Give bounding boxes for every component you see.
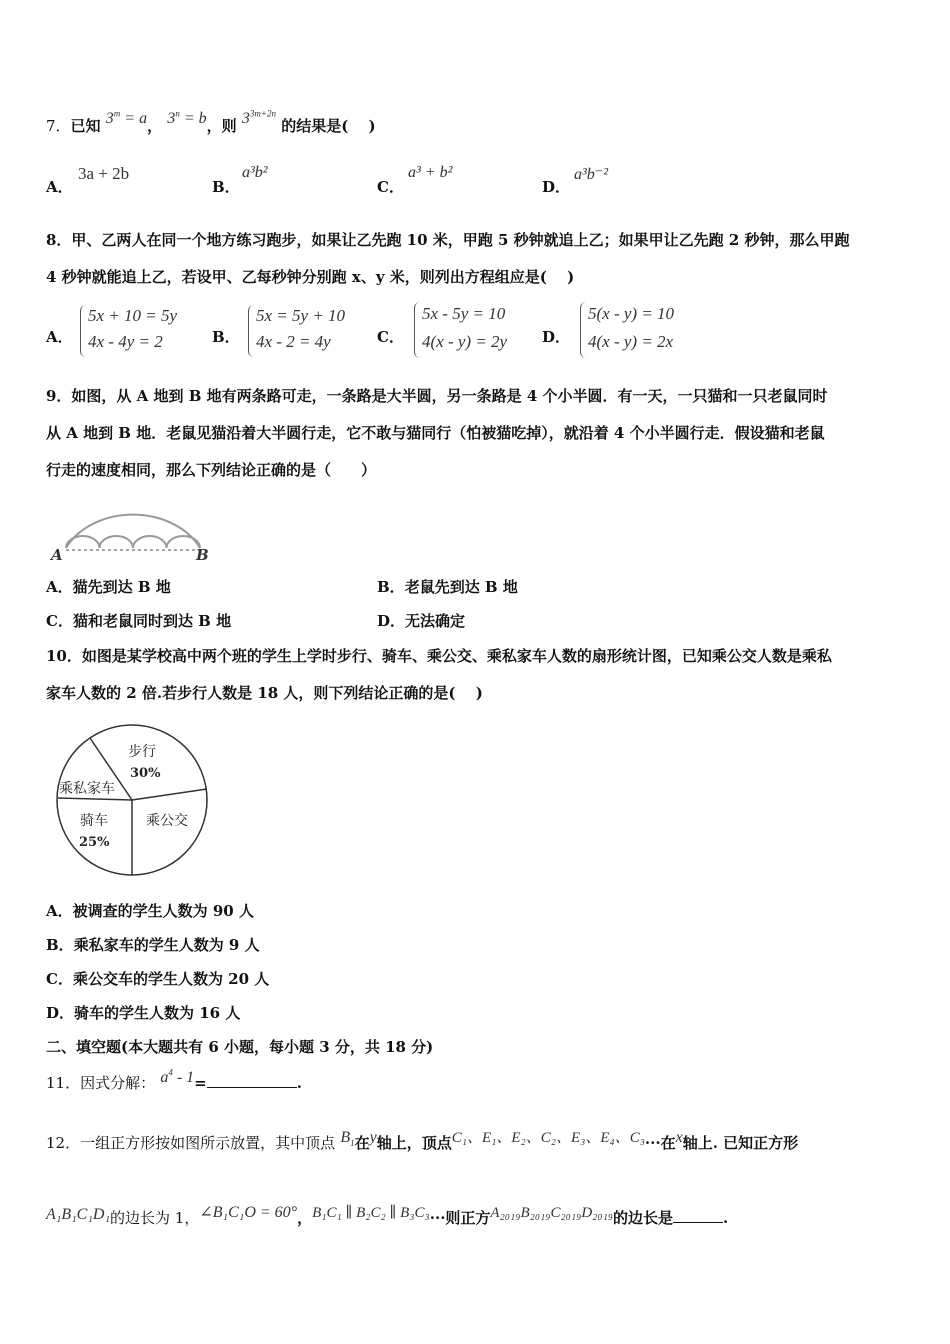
q8-b-eq2: 4x - 2 = 4y xyxy=(256,332,331,351)
q10-option-d-text: 骑车的学生人数为 16 人 xyxy=(74,1004,241,1022)
q9-option-d-text: 无法确定 xyxy=(405,612,466,630)
q12-vertex-b1 xyxy=(340,1129,355,1149)
q9-line-3: 行走的速度相同，那么下列结论正确的是（ ） xyxy=(46,461,377,479)
q9-option-c[interactable] xyxy=(46,610,231,631)
q10-option-a[interactable] xyxy=(46,900,254,921)
q8-c-eq2: 4(x - y) = 2y xyxy=(422,332,508,351)
q10-option-d-label: D． xyxy=(46,1004,75,1022)
q9-option-b-text: 老鼠先到达 B 地 xyxy=(404,578,518,596)
section-2-heading: 二、填空题(本大题共有 6 小题，每小题 3 分，共 18 分) xyxy=(46,1038,434,1056)
q7-option-d-label[interactable]: D． xyxy=(542,178,571,196)
q7-stem xyxy=(46,108,376,136)
q10-option-b-text: 乘私家车的学生人数为 9 人 xyxy=(73,936,260,954)
q12-square-1: A₁B₁C₁D₁ xyxy=(46,1206,111,1223)
q12-period: . xyxy=(723,1209,729,1227)
q12-axis-x: x xyxy=(675,1129,683,1146)
q10-option-c-label: C． xyxy=(46,970,73,988)
q8-line-2: 4 秒钟就能追上乙，若设甲、乙每秒钟分别跑 x、y 米，则列出方程组应是( ) xyxy=(46,268,575,286)
q10-option-b-label: B． xyxy=(46,936,74,954)
q8-option-b-label[interactable]: B． xyxy=(212,328,240,346)
q10-line-2: 家车人数的 2 倍.若步行人数是 18 人，则下列结论正确的是( ) xyxy=(46,684,483,702)
q7-option-d-expr: a³b⁻² xyxy=(574,166,609,183)
q10-option-a-label: A． xyxy=(46,902,73,920)
q10-label-walk-pct: 30% xyxy=(130,766,161,781)
q12-part-1: 12．一组正方形按如图所示放置，其中顶点 xyxy=(46,1134,336,1152)
q12-points: C₁、E₁、E₂、C₂、E₃、E₄、C₃ xyxy=(451,1130,645,1146)
q12-parallel: B₁C₁ ∥ B₂C₂ ∥ B₃C₃ xyxy=(312,1205,430,1221)
q11-expr xyxy=(160,1069,194,1086)
q8-option-c-system xyxy=(422,300,507,356)
q10-pie-chart xyxy=(50,718,215,883)
q7-option-b-expr: a³b² xyxy=(242,164,268,181)
q9-large-semicircle xyxy=(66,515,200,548)
q7-e2-rhs: = b xyxy=(179,110,207,127)
q7-expr-2 xyxy=(167,110,206,127)
q7-option-c-label[interactable]: C． xyxy=(377,178,404,196)
q10-option-a-text: 被调查的学生人数为 90 人 xyxy=(72,902,254,920)
q11-expr-base: a xyxy=(160,1069,169,1086)
q9-option-d[interactable] xyxy=(377,610,465,631)
q8-option-b-brace xyxy=(248,305,255,357)
q8-option-c-label[interactable]: C． xyxy=(377,328,404,346)
q10-option-c[interactable] xyxy=(46,968,269,989)
q7-e1-base: 3 xyxy=(105,110,114,127)
q10-label-bike: 骑车 xyxy=(80,813,108,829)
q7-expr-3 xyxy=(242,110,276,127)
q12-answer-blank[interactable] xyxy=(673,1208,723,1223)
q8-option-b-system xyxy=(256,303,345,355)
q10-option-d[interactable] xyxy=(46,1002,240,1023)
q11-period: . xyxy=(296,1074,302,1092)
q11-expr-sup: 4 xyxy=(168,1067,173,1078)
q9-point-b: B xyxy=(196,546,209,564)
q7-e2-base: 3 xyxy=(167,110,176,127)
q8-b-eq1: 5x = 5y + 10 xyxy=(256,306,346,325)
q7-tail: 的结果是( ) xyxy=(281,117,376,135)
q10-option-c-text: 乘公交车的学生人数为 20 人 xyxy=(72,970,270,988)
q10-label-walk: 步行 xyxy=(128,744,156,760)
q8-a-eq1: 5x + 10 = 5y xyxy=(88,306,178,325)
q12-part-9: 的边长是 xyxy=(613,1209,674,1227)
q8-d-eq1: 5(x - y) = 10 xyxy=(588,304,675,323)
q7-expr-1 xyxy=(106,110,147,127)
q12-part-4: ···在 xyxy=(644,1134,676,1152)
q8-option-a-brace xyxy=(80,305,87,357)
q7-lead: 已知 xyxy=(70,117,101,135)
q9-option-a-text: 猫先到达 B 地 xyxy=(72,578,171,596)
q11-lead: 11．因式分解： xyxy=(46,1074,156,1092)
q12-vertex-b1-letter: B xyxy=(340,1129,351,1146)
q7-e1-sup: m xyxy=(113,108,121,119)
q7-option-c-expr: a³ + b² xyxy=(408,164,453,181)
q9-semicircle-figure xyxy=(48,490,218,565)
q12-axis-y: y xyxy=(369,1129,377,1146)
q7-option-a-label[interactable]: A． xyxy=(46,178,73,196)
q8-c-eq1: 5x - 5y = 10 xyxy=(422,304,506,323)
q9-option-c-text: 猫和老鼠同时到达 B 地 xyxy=(72,612,232,630)
q7-option-a-expr: 3a + 2b xyxy=(78,164,130,183)
q10-option-b[interactable] xyxy=(46,934,260,955)
q8-option-d-system xyxy=(588,300,674,356)
q7-e3-base: 3 xyxy=(241,110,250,127)
q9-point-a: A xyxy=(51,546,63,564)
q12-vertex-b1-sub: 1 xyxy=(350,1138,355,1149)
q8-option-d-label[interactable]: D． xyxy=(542,328,571,346)
q9-option-a-label: A． xyxy=(46,578,73,596)
q12-part-7: ， xyxy=(297,1209,313,1227)
q9-small-semicircles xyxy=(66,536,200,548)
q7-sep2: ，则 xyxy=(206,117,237,135)
q11-equals: = xyxy=(194,1074,207,1092)
q9-option-a[interactable] xyxy=(46,576,171,597)
q7-sep1: ， xyxy=(147,117,163,135)
q7-e1-rhs: = a xyxy=(120,110,148,127)
q11-answer-blank[interactable] xyxy=(207,1073,297,1088)
q8-line-1: 8．甲、乙两人在同一个地方练习跑步，如果让乙先跑 10 米，甲跑 5 秒钟就追上乙；如果甲让乙先跑 2 秒钟，那么甲跑 xyxy=(46,231,850,249)
q12-line-1 xyxy=(46,1129,799,1154)
q9-option-b-label: B． xyxy=(377,578,405,596)
q8-option-a-label[interactable]: A． xyxy=(46,328,73,346)
q10-line-1: 10．如图是某学校高中两个班的学生上学时步行、骑车、乘公交、乘私家车人数的扇形统计图，已知乘公交人数是乘私 xyxy=(46,647,832,665)
q9-line-2: 从 A 地到 B 地．老鼠见猫沿着大半圆行走，它不敢与猫同行（怕被猫吃掉），就沿着 4 个小半圆行走．假设猫和老鼠 xyxy=(46,424,825,442)
q9-line-1: 9．如图，从 A 地到 B 地有两条路可走，一条路是大半圆，另一条路是 4 个小半圆．有一天，一只猫和一只老鼠同时 xyxy=(46,387,828,405)
q7-e2-sup: n xyxy=(175,108,180,119)
q8-option-a-system xyxy=(88,303,177,355)
q8-a-eq2: 4x - 4y = 2 xyxy=(88,332,163,351)
q11-expr-rest: - 1 xyxy=(172,1069,195,1086)
q11-stem xyxy=(46,1067,302,1093)
q12-part-3: 轴上，顶点 xyxy=(376,1134,452,1152)
q12-part-6: 的边长为 1， xyxy=(110,1209,200,1227)
q12-part-5: 轴上. 已知正方形 xyxy=(682,1134,799,1152)
q12-square-2019: A₂₀₁₉B₂₀₁₉C₂₀₁₉D₂₀₁₉ xyxy=(490,1205,614,1221)
q12-part-2: 在 xyxy=(354,1134,370,1152)
q12-line-2 xyxy=(46,1204,729,1228)
q9-option-d-label: D． xyxy=(377,612,406,630)
q10-label-bus: 乘公交 xyxy=(146,813,188,829)
q12-part-8: ···则正方 xyxy=(429,1209,491,1227)
q9-option-b[interactable] xyxy=(377,576,518,597)
q8-option-c-brace xyxy=(414,302,421,358)
q9-option-c-label: C． xyxy=(46,612,73,630)
q7-e3-sup: 3m+2n xyxy=(249,108,276,119)
q7-number: 7． xyxy=(46,117,71,135)
q8-d-eq2: 4(x - y) = 2x xyxy=(588,332,674,351)
q7-option-b-label[interactable]: B． xyxy=(212,178,240,196)
q10-label-car: 乘私家车 xyxy=(59,781,115,797)
q10-label-bike-pct: 25% xyxy=(79,835,110,850)
q8-option-d-brace xyxy=(580,302,587,358)
q12-angle: ∠B₁C₁O = 60° xyxy=(199,1204,298,1221)
